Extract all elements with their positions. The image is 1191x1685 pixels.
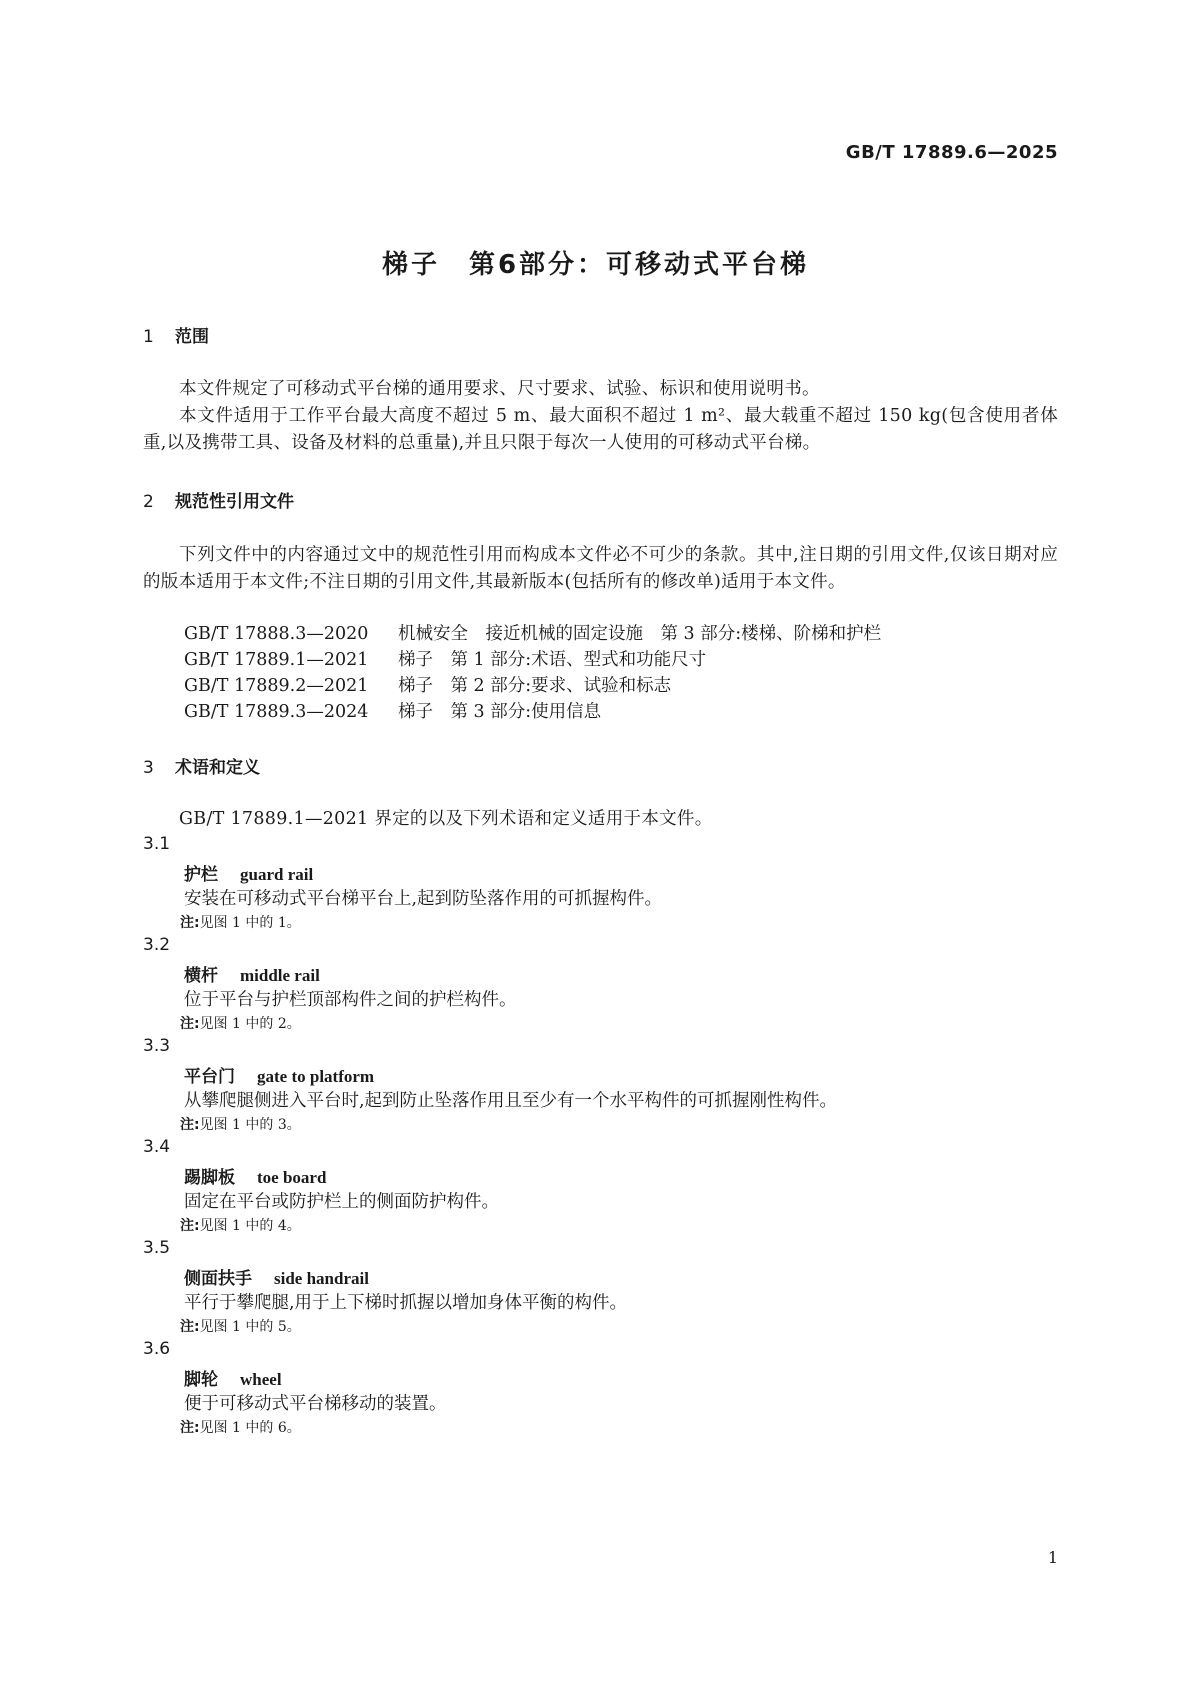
term-note	[180, 1013, 301, 1033]
term-definition: 平行于攀爬腿,用于上下梯时抓握以增加身体平衡的构件。	[184, 1293, 628, 1313]
note-text: 见图 1 中的 3。	[199, 1117, 301, 1133]
term-name-zh: 脚轮	[184, 1370, 218, 1390]
term-name-en: middle rail	[240, 966, 320, 985]
reference-title: 梯子 第 1 部分:术语、型式和功能尺寸	[398, 650, 707, 670]
term-definition: 位于平台与护栏顶部构件之间的护栏构件。	[184, 990, 517, 1010]
term-name	[184, 1365, 282, 1390]
scope-paragraph: 本文件规定了可移动式平台梯的通用要求、尺寸要求、试验、标识和使用说明书。	[179, 379, 820, 399]
reference-item	[184, 672, 671, 697]
term-name-en: side handrail	[274, 1269, 369, 1288]
references-intro: 下列文件中的内容通过文中的规范性引用而构成本文件必不可少的条款。其中,注日期的引用文件,仅该日期对应的版本适用于本文件;不注日期的引用文件,其最新版本(包括所有的修改单)适用于本文件。	[143, 545, 1058, 592]
term-number: 3.2	[143, 935, 171, 955]
term-name-zh: 护栏	[184, 865, 218, 885]
scope-paragraph: 本文件适用于工作平台最大高度不超过 5 m、最大面积不超过 1 m²、最大载重不超过 150 kg(包含使用者体重,以及携带工具、设备及材料的总重量),并且只限于每次一人使用的可移动式平台梯。	[143, 406, 1058, 453]
section-number: 1	[143, 327, 154, 347]
section-title: 范围	[175, 327, 209, 347]
term-number: 3.3	[143, 1036, 171, 1056]
term-name	[184, 1062, 374, 1087]
term-definition: 便于可移动式平台梯移动的装置。	[184, 1394, 447, 1414]
reference-code: GB/T 17888.3—2020	[184, 624, 369, 644]
term-name	[184, 961, 320, 986]
term-name-zh: 侧面扶手	[184, 1269, 252, 1289]
term-note	[180, 1215, 301, 1235]
term-name-zh: 横杆	[184, 966, 218, 986]
note-text: 见图 1 中的 5。	[199, 1319, 301, 1335]
section-title: 规范性引用文件	[175, 492, 294, 512]
section-number: 3	[143, 758, 154, 778]
term-name-zh: 平台门	[184, 1067, 235, 1087]
note-label: 注:	[180, 1117, 200, 1133]
term-name-en: wheel	[240, 1370, 282, 1389]
reference-item	[184, 698, 601, 723]
reference-code: GB/T 17889.1—2021	[184, 650, 369, 670]
term-definition: 固定在平台或防护栏上的侧面防护构件。	[184, 1192, 499, 1212]
reference-title: 梯子 第 3 部分:使用信息	[398, 702, 602, 722]
term-name-en: toe board	[257, 1168, 327, 1187]
note-text: 见图 1 中的 1。	[199, 915, 301, 931]
terms-intro: GB/T 17889.1—2021 界定的以及下列术语和定义适用于本文件。	[179, 809, 713, 829]
section-number: 2	[143, 492, 154, 512]
note-label: 注:	[180, 1319, 200, 1335]
note-label: 注:	[180, 1420, 200, 1436]
note-label: 注:	[180, 1218, 200, 1234]
section-heading-terms	[143, 753, 260, 778]
reference-item	[184, 646, 706, 671]
term-note	[180, 912, 301, 932]
reference-item	[184, 620, 881, 645]
section-heading-normative-references	[143, 487, 294, 512]
term-number: 3.5	[143, 1238, 171, 1258]
term-name	[184, 1163, 326, 1188]
note-text: 见图 1 中的 4。	[199, 1218, 301, 1234]
standard-number: GB/T 17889.6—2025	[845, 142, 1058, 163]
page-number: 1	[1047, 1548, 1058, 1567]
term-note	[180, 1114, 301, 1134]
term-name	[184, 1264, 369, 1289]
note-label: 注:	[180, 915, 200, 931]
term-note	[180, 1417, 301, 1437]
term-name-zh: 踢脚板	[184, 1168, 235, 1188]
reference-code: GB/T 17889.3—2024	[184, 702, 369, 722]
note-label: 注:	[180, 1016, 200, 1032]
term-note	[180, 1316, 301, 1336]
term-number: 3.1	[143, 834, 171, 854]
note-text: 见图 1 中的 6。	[199, 1420, 301, 1436]
document-title: 梯子 第6部分：可移动式平台梯	[381, 250, 810, 280]
section-heading-scope	[143, 322, 209, 347]
term-name-en: gate to platform	[257, 1067, 375, 1086]
reference-title: 梯子 第 2 部分:要求、试验和标志	[398, 676, 672, 696]
term-name	[184, 860, 313, 885]
term-definition: 安装在可移动式平台梯平台上,起到防坠落作用的可抓握构件。	[184, 889, 663, 909]
reference-title: 机械安全 接近机械的固定设施 第 3 部分:楼梯、阶梯和护栏	[398, 624, 882, 644]
term-definition: 从攀爬腿侧进入平台时,起到防止坠落作用且至少有一个水平构件的可抓握刚性构件。	[184, 1091, 838, 1111]
term-number: 3.4	[143, 1137, 171, 1157]
note-text: 见图 1 中的 2。	[199, 1016, 301, 1032]
reference-code: GB/T 17889.2—2021	[184, 676, 369, 696]
term-name-en: guard rail	[240, 865, 314, 884]
section-title: 术语和定义	[175, 758, 260, 778]
term-number: 3.6	[143, 1339, 171, 1359]
